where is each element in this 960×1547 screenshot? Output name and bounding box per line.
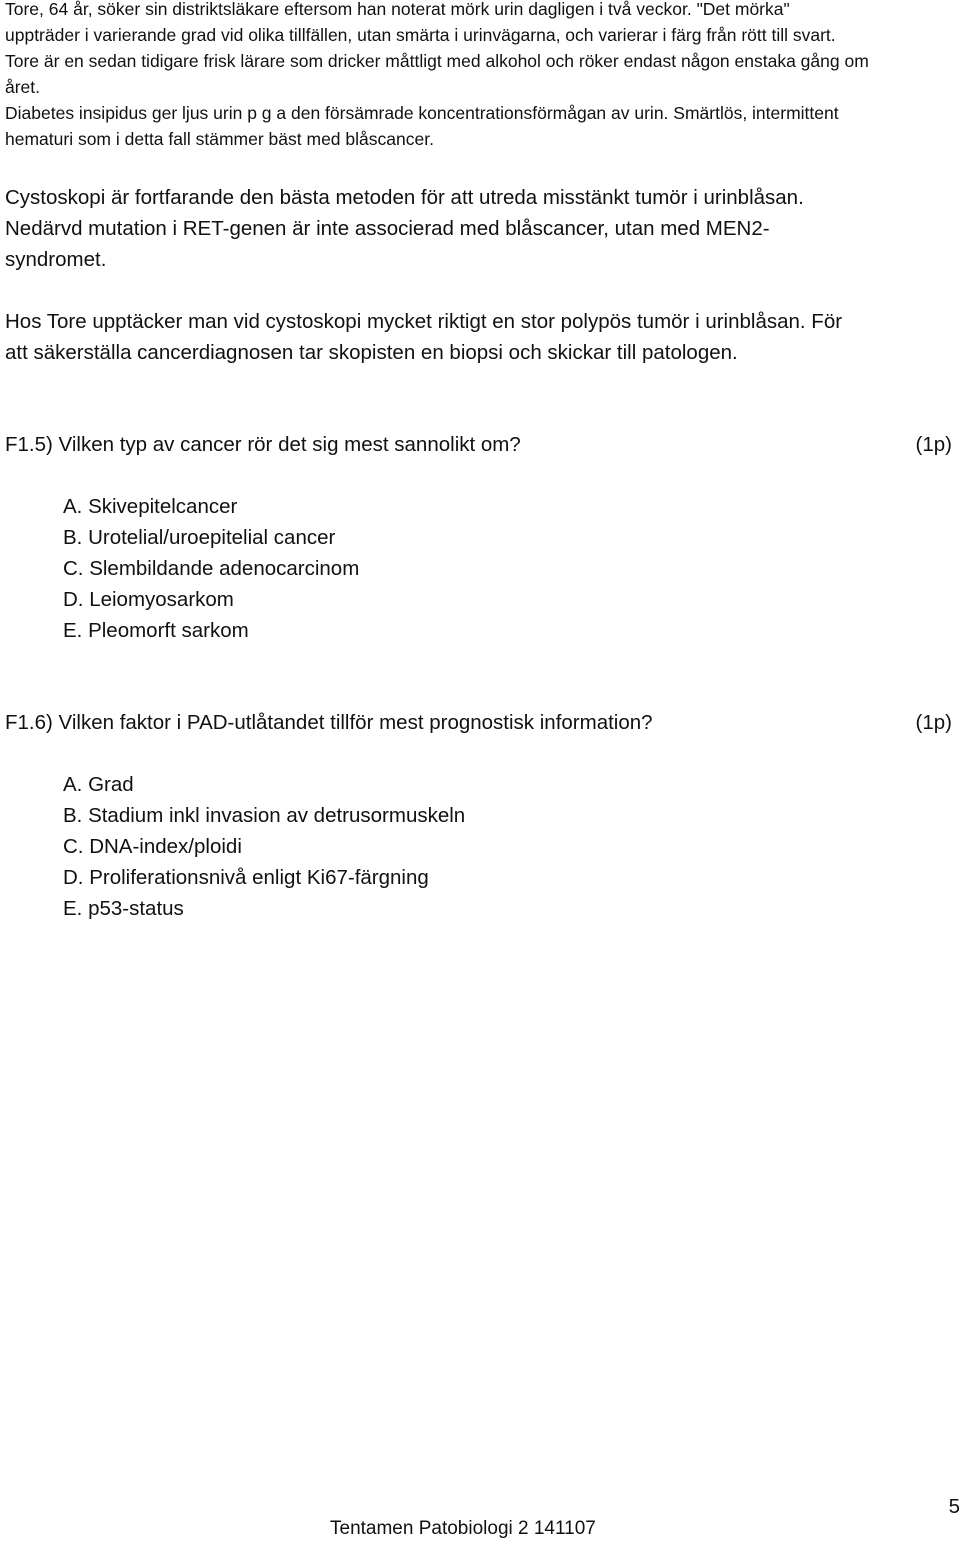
question-points: (1p) bbox=[915, 433, 952, 456]
page-number: 5 bbox=[948, 1495, 960, 1518]
case-line: Diabetes insipidus ger ljus urin p g a den försämrade koncentrationsförmågan av urin. Smärtlös, intermittent bbox=[5, 103, 839, 123]
question-f1-6 bbox=[5, 707, 952, 738]
option-b: B. Stadium inkl invasion av detrusormuskeln bbox=[63, 804, 466, 827]
option-a: A. Grad bbox=[63, 773, 134, 796]
question-text: F1.6) Vilken faktor i PAD-utlåtandet tillför mest prognostisk information? bbox=[5, 711, 653, 734]
note-line: syndromet. bbox=[5, 248, 107, 271]
case-line: hematuri som i detta fall stämmer bäst med blåscancer. bbox=[5, 129, 434, 149]
question-text: F1.5) Vilken typ av cancer rör det sig mest sannolikt om? bbox=[5, 433, 521, 456]
case-line: Tore är en sedan tidigare frisk lärare som dricker måttligt med alkohol och röker endast någon enstaka gång om bbox=[5, 51, 869, 71]
note-line: att säkerställa cancerdiagnosen tar skopisten en biopsi och skickar till patologen. bbox=[5, 341, 738, 364]
question-f1-6-options bbox=[63, 769, 465, 924]
option-d: D. Leiomyosarkom bbox=[63, 588, 234, 611]
question-f1-5-options bbox=[63, 491, 359, 646]
case-line: året. bbox=[5, 77, 41, 97]
note-line: Nedärvd mutation i RET-genen är inte associerad med blåscancer, utan med MEN2- bbox=[5, 217, 770, 240]
question-points: (1p) bbox=[915, 711, 952, 734]
option-a: A. Skivepitelcancer bbox=[63, 495, 238, 518]
option-e: E. p53-status bbox=[63, 897, 184, 920]
option-e: E. Pleomorft sarkom bbox=[63, 619, 249, 642]
option-c: C. DNA-index/ploidi bbox=[63, 835, 242, 858]
question-f1-5 bbox=[5, 429, 952, 460]
note-line: Cystoskopi är fortfarande den bästa metoden för att utreda misstänkt tumör i urinblåsan. bbox=[5, 186, 804, 209]
note-line: Hos Tore upptäcker man vid cystoskopi mycket riktigt en stor polypös tumör i urinblåsan. För bbox=[5, 310, 843, 333]
option-c: C. Slembildande adenocarcinom bbox=[63, 557, 360, 580]
page-footer: Tentamen Patobiologi 2 141107 bbox=[330, 1518, 596, 1539]
option-b: B. Urotelial/uroepitelial cancer bbox=[63, 526, 336, 549]
case-line: Tore, 64 år, söker sin distriktsläkare eftersom han noterat mörk urin dagligen i två veckor. "Det mörka" bbox=[5, 0, 790, 19]
option-d: D. Proliferationsnivå enligt Ki67-färgning bbox=[63, 866, 429, 889]
case-line: uppträder i varierande grad vid olika tillfällen, utan smärta i urinvägarna, och varierar i färg från rött till svart. bbox=[5, 25, 836, 45]
